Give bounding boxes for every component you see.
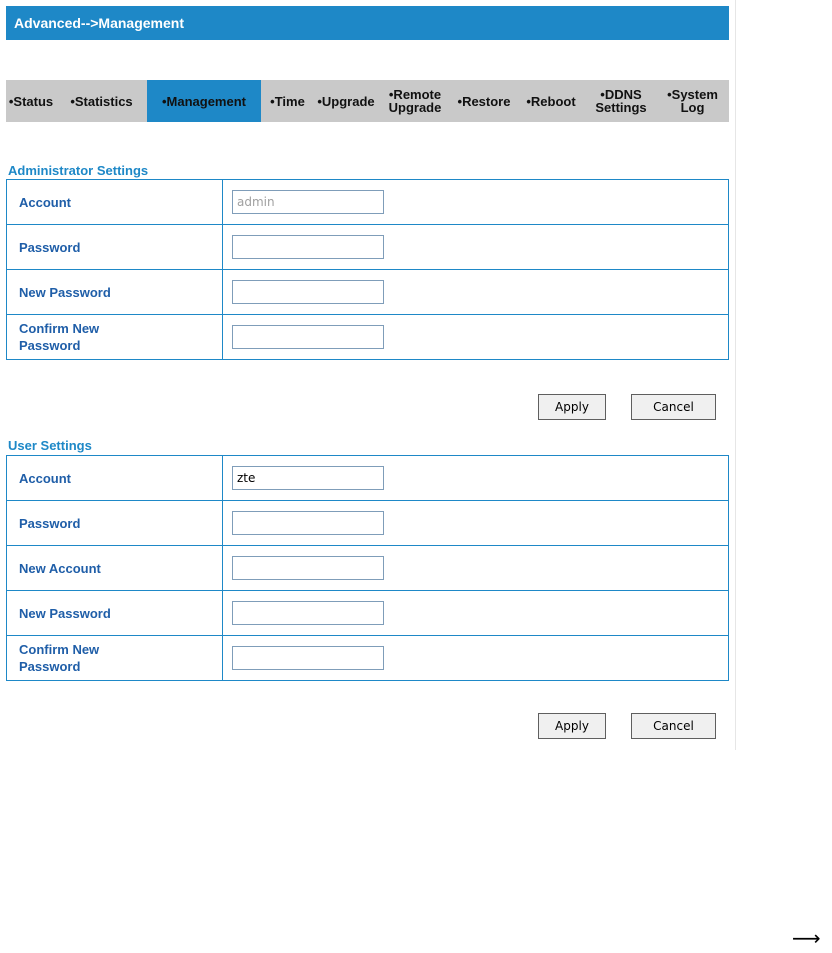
user-new-account-row [7, 546, 729, 591]
admin-section-title: Administrator Settings [8, 163, 149, 178]
user-password-input[interactable] [232, 511, 384, 535]
admin-account-label: Account [7, 180, 223, 225]
tab-reboot[interactable]: •Reboot [526, 93, 576, 109]
tab-ddns-settings[interactable] [586, 80, 656, 122]
tab-system-log-line2: Log [680, 100, 705, 115]
tab-system-log[interactable] [656, 80, 729, 122]
tab-statistics[interactable]: •Statistics [70, 93, 133, 109]
user-password-row [7, 501, 729, 546]
admin-password-label: Password [7, 225, 223, 270]
admin-apply-button[interactable]: Apply [538, 394, 606, 420]
tab-system-log-line1: •System [667, 87, 718, 102]
page-title: Advanced-->Management [14, 15, 184, 31]
admin-confirm-label: Confirm New Password [7, 315, 223, 360]
user-new-password-label: New Password [7, 591, 223, 636]
admin-new-password-label: New Password [7, 270, 223, 315]
user-account-label: Account [7, 456, 223, 501]
tab-remote-upgrade[interactable] [378, 80, 452, 122]
tab-time[interactable]: •Time [270, 93, 305, 109]
frame-divider [735, 0, 736, 750]
user-apply-button[interactable]: Apply [538, 713, 606, 739]
user-cancel-button[interactable]: Cancel [631, 713, 716, 739]
user-new-account-label: New Account [7, 546, 223, 591]
admin-password-input[interactable] [232, 235, 384, 259]
tab-status[interactable]: •Status [8, 93, 54, 109]
admin-account-input[interactable] [232, 190, 384, 214]
admin-new-password-input[interactable] [232, 280, 384, 304]
tab-remote-upgrade-line2: Upgrade [388, 100, 442, 115]
user-settings-table [6, 455, 729, 681]
user-account-row [7, 456, 729, 501]
admin-settings-table [6, 179, 729, 360]
admin-password-row [7, 225, 729, 270]
right-arrow-icon: ⟶ [792, 926, 821, 950]
tab-nav [6, 80, 729, 122]
tab-remote-upgrade-line1: •Remote [388, 87, 442, 102]
admin-confirm-input[interactable] [232, 325, 384, 349]
tab-ddns-line1: •DDNS [600, 87, 642, 102]
tab-ddns-line2: Settings [595, 100, 647, 115]
tab-management[interactable]: •Management [147, 80, 261, 122]
page-title-bar [6, 6, 729, 40]
admin-cancel-button[interactable]: Cancel [631, 394, 716, 420]
admin-confirm-row [7, 315, 729, 360]
user-confirm-row [7, 636, 729, 681]
user-new-password-input[interactable] [232, 601, 384, 625]
user-account-input[interactable] [232, 466, 384, 490]
tab-upgrade[interactable]: •Upgrade [317, 93, 375, 109]
user-section-title: User Settings [8, 438, 92, 453]
admin-new-password-row [7, 270, 729, 315]
user-new-password-row [7, 591, 729, 636]
user-confirm-input[interactable] [232, 646, 384, 670]
user-confirm-label: Confirm New Password [7, 636, 223, 681]
admin-account-row [7, 180, 729, 225]
user-new-account-input[interactable] [232, 556, 384, 580]
user-password-label: Password [7, 501, 223, 546]
tab-restore[interactable]: •Restore [457, 93, 511, 109]
